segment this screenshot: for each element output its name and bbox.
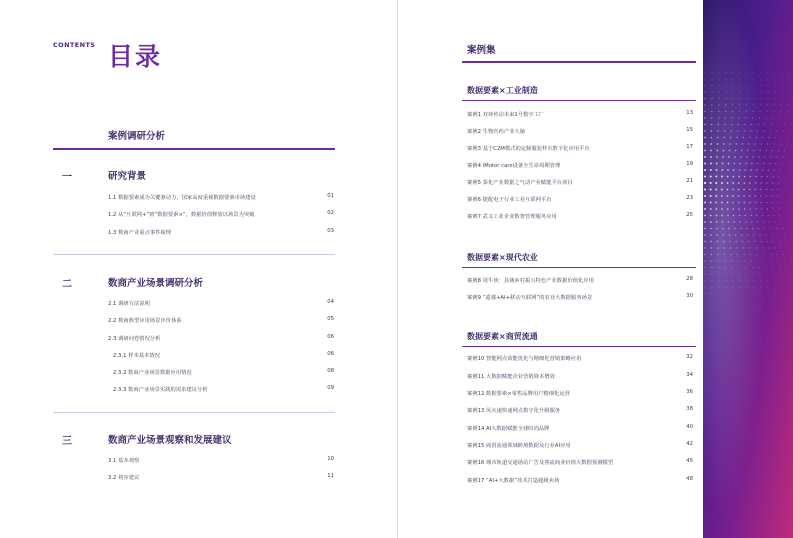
case-entry[interactable]: [467, 389, 693, 399]
case-entry-page: 21: [686, 178, 693, 184]
category-title: 数据要素×现代农业: [467, 253, 538, 262]
case-entry-text: 案例13 风火递快递网点数字化升级服务: [467, 408, 561, 414]
case-entry-page: 40: [686, 424, 693, 430]
section-number: 二: [62, 279, 72, 290]
toc-entry-text: 2.3.2 数商产业场景数据应用情况: [113, 370, 192, 376]
case-entry[interactable]: [467, 424, 693, 434]
toc-entry-page: 11: [327, 473, 334, 479]
case-entry-text: 案例16 城市轨道交通场站广告及客流商业价值大数据预测模型: [467, 460, 614, 466]
toc-entry-text: 2.1 调研方法说明: [108, 301, 150, 307]
case-entry[interactable]: [467, 195, 693, 205]
case-entry-text: 案例15 商贸流通领域跨境数据及行业AI应用: [467, 443, 571, 449]
case-entry[interactable]: [467, 276, 693, 286]
case-entry-page: 48: [686, 476, 693, 482]
case-entry-text: 案例1 双环传动未来1号数字工厂: [467, 112, 545, 118]
toc-entry-page: 05: [327, 316, 334, 322]
case-collection-title: 案例集: [467, 45, 496, 56]
section-number: 三: [62, 436, 72, 447]
toc-subentry[interactable]: [113, 385, 334, 395]
case-entry-page: 23: [686, 195, 693, 201]
toc-entry-text: 2.3.3 数商产业场景实践的需求建议分析: [113, 387, 208, 393]
category-title: 数据要素×商贸流通: [467, 332, 538, 341]
case-entry-page: 19: [686, 161, 693, 167]
toc-entry[interactable]: [108, 316, 334, 326]
case-entry[interactable]: [467, 178, 693, 188]
case-entry[interactable]: [467, 354, 693, 364]
section-title: 研究背景: [108, 171, 147, 182]
case-entry-page: 38: [686, 406, 693, 412]
case-entry-text: 案例17 “AI+大数据”技术打造超级卖场: [467, 478, 560, 484]
toc-title: 目录: [108, 42, 163, 71]
case-entry[interactable]: [467, 110, 693, 120]
decorative-gradient-band: [703, 0, 793, 538]
case-entry[interactable]: [467, 161, 693, 171]
case-entry-page: 17: [686, 144, 693, 150]
case-entry-text: 案例12 数据要素×零售品牌用户精细化运营: [467, 391, 570, 397]
case-entry[interactable]: [467, 293, 693, 303]
case-entry-text: 案例4 iMotor care设备全生命周期管理: [467, 163, 561, 169]
toc-entry-page: 01: [327, 193, 334, 199]
case-entry[interactable]: [467, 458, 693, 468]
section-number: 一: [62, 172, 72, 183]
section-title: 数商产业场景调研分析: [108, 278, 204, 289]
case-entry-page: 13: [686, 110, 693, 116]
toc-entry-page: 09: [327, 385, 334, 391]
case-entry-page: 34: [686, 372, 693, 378]
part-title: 案例调研分析: [108, 131, 166, 142]
toc-entry-text: 3.1 基本观察: [108, 458, 140, 464]
case-entry[interactable]: [467, 127, 693, 137]
case-collection-divider: [462, 61, 696, 63]
case-entry-text: 案例7 武义工业企业数智管理服务应用: [467, 214, 557, 220]
section-divider: [53, 412, 335, 413]
case-entry[interactable]: [467, 441, 693, 451]
case-entry-page: 28: [686, 276, 693, 282]
category-title: 数据要素×工业制造: [467, 86, 538, 95]
toc-entry-page: 08: [327, 368, 334, 374]
toc-entry[interactable]: [108, 210, 334, 220]
toc-entry[interactable]: [108, 193, 334, 203]
case-entry[interactable]: [467, 372, 693, 382]
case-entry[interactable]: [467, 406, 693, 416]
toc-entry-text: 2.3.1 样本基本情况: [113, 353, 160, 359]
toc-entry-page: 04: [327, 299, 334, 305]
case-entry-page: 32: [686, 354, 693, 360]
toc-entry-page: 03: [327, 228, 334, 234]
toc-entry[interactable]: [108, 228, 334, 238]
contents-label: CONTENTS: [53, 41, 96, 49]
case-entry-text: 案例3 基于C2M模式的定制服装样衣数字化应用平台: [467, 146, 590, 152]
section-title: 数商产业场景观察和发展建议: [108, 435, 232, 446]
case-entry-text: 案例8 周牛侠：县域乡村振兴特色产业数据价值化应用: [467, 278, 594, 284]
toc-subentry[interactable]: [113, 368, 334, 378]
toc-subentry[interactable]: [113, 351, 334, 361]
case-entry-text: 案例2 生物医药产业大脑: [467, 129, 526, 135]
case-entry-page: 15: [686, 127, 693, 133]
case-entry[interactable]: [467, 144, 693, 154]
toc-entry-text: 1.2 从“互联网+”到“数据要素×”，数据价值释放以场景为突破: [108, 212, 255, 218]
case-entry-page: 45: [686, 458, 693, 464]
toc-entry-page: 10: [327, 456, 334, 462]
case-entry-page: 30: [686, 293, 693, 299]
toc-entry-text: 1.1 数据要素成为关键驱动力，国家高度重视数据要素市场建设: [108, 195, 256, 201]
case-entry-page: 25: [686, 212, 693, 218]
case-entry-text: 案例9 “遥感+AI+移动互联网”的农业大数据服务场景: [467, 295, 593, 301]
toc-entry-text: 3.2 初步建议: [108, 475, 140, 481]
category-divider: [462, 267, 696, 268]
case-entry-text: 案例11 大数据赋能企业营销降本增效: [467, 374, 555, 380]
case-entry[interactable]: [467, 476, 693, 486]
decorative-dot-pattern: [703, 0, 793, 538]
toc-entry-text: 2.2 数商典型应用场景评价体系: [108, 318, 182, 324]
toc-entry[interactable]: [108, 299, 334, 309]
toc-entry[interactable]: [108, 334, 334, 344]
case-entry[interactable]: [467, 212, 693, 222]
toc-entry-text: 1.3 数商产业重点事件梳理: [108, 230, 172, 236]
category-divider: [462, 100, 696, 101]
toc-entry-page: 06: [327, 334, 334, 340]
toc-entry-page: 06: [327, 351, 334, 357]
toc-entry[interactable]: [108, 456, 334, 466]
toc-entry-page: 02: [327, 210, 334, 216]
case-entry-text: 案例10 智能网点效能优化与精细化营销策略应用: [467, 356, 582, 362]
toc-entry[interactable]: [108, 473, 334, 483]
case-entry-text: 案例6 捷配电子行业工业互联网平台: [467, 197, 552, 203]
section-divider: [53, 254, 335, 255]
case-entry-page: 36: [686, 389, 693, 395]
case-entry-page: 42: [686, 441, 693, 447]
case-entry-text: 案例14 AI大数据赋能全球时尚品牌: [467, 426, 550, 432]
part-divider: [53, 148, 335, 150]
case-entry-text: 案例5 泰化产业数据之气动产业赋能平台项目: [467, 180, 573, 186]
toc-entry-text: 2.3 调研问卷情况分析: [108, 336, 161, 342]
category-divider: [462, 346, 696, 347]
